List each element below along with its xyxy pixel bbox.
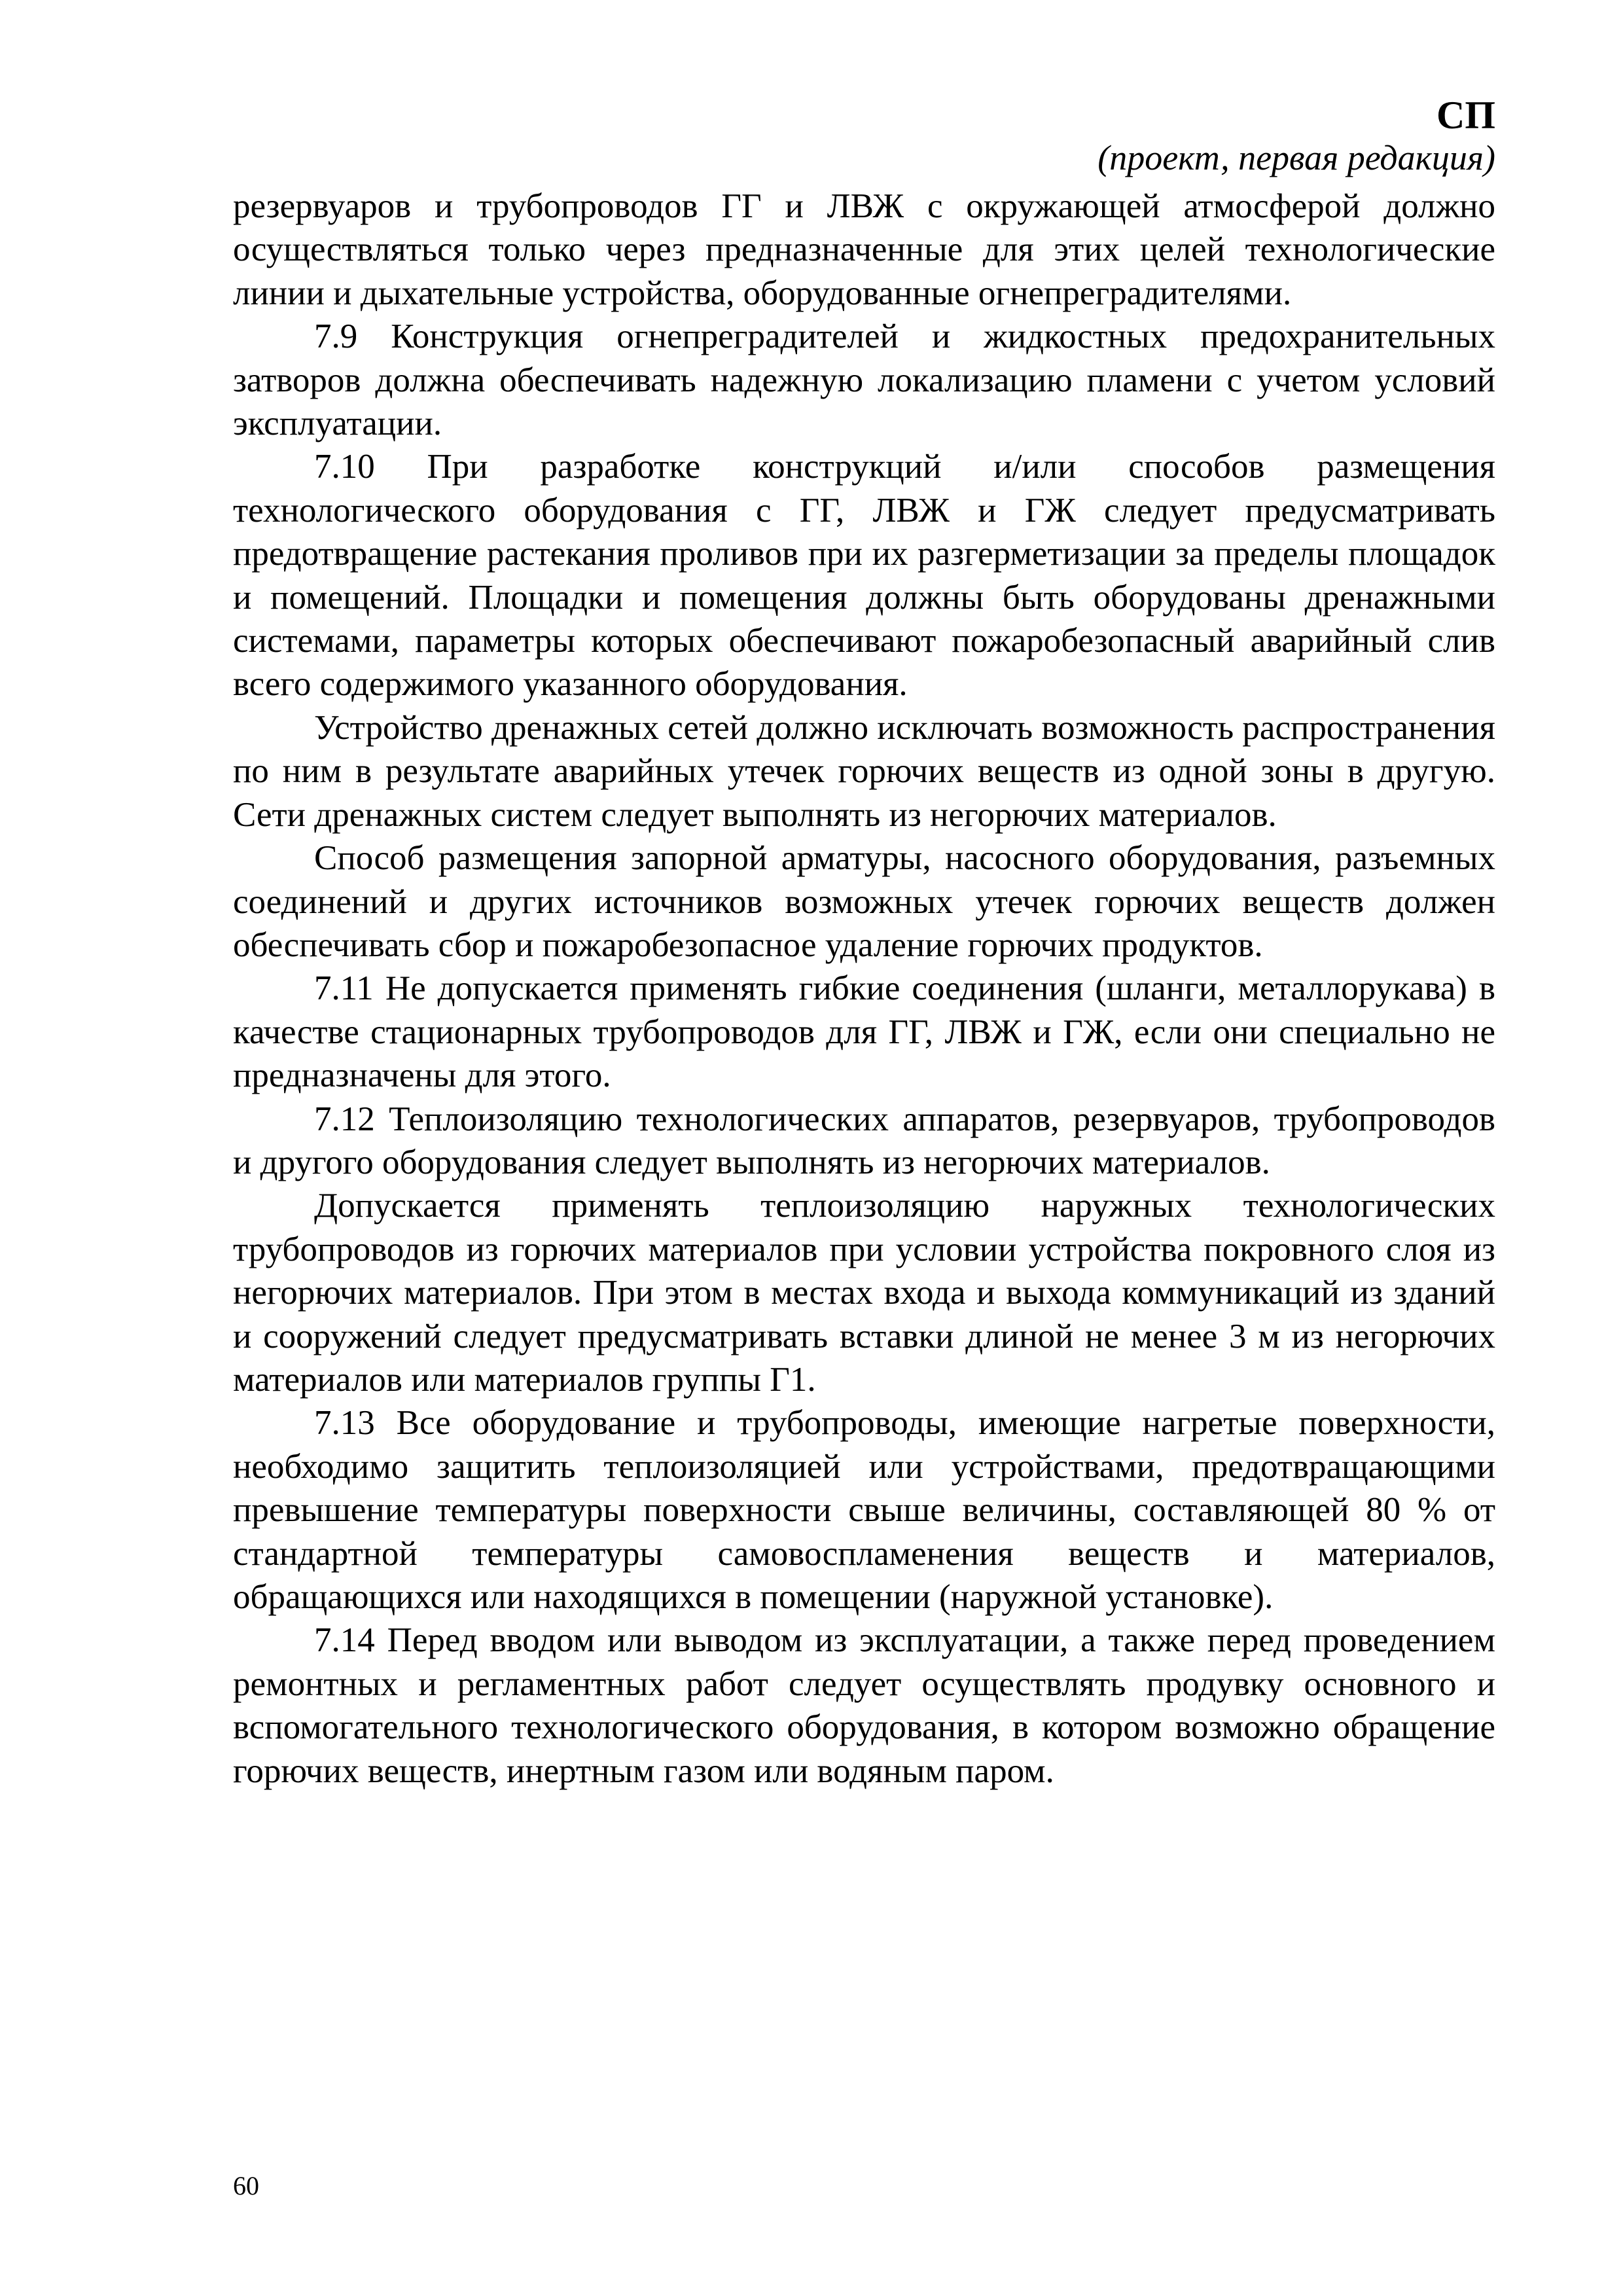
page-number: 60 (233, 2171, 259, 2200)
paragraph-7-11: 7.11 Не допускается применять гибкие соединения (шланги, металлорукава) в качестве стационарных трубопроводов для ГГ, ЛВЖ и ГЖ, если они специально не предназначены для этого. (233, 969, 1495, 1095)
document-edition-note: (проект, первая редакция) (1097, 138, 1495, 177)
paragraph-7-13: 7.13 Все оборудование и трубопроводы, имеющие нагретые поверхности, необходимо защитить теплоизоляцией или устройствами, предотвращающими превышение температуры поверхности свыше величины, составляющей 80 % от стандартной температуры самовоспламенения веществ и материалов, обращающихся или находящихся в помещении (наружной установке). (233, 1404, 1495, 1616)
paragraph-7-9: 7.9 Конструкция огнепреградителей и жидкостных предохранительных затворов должна обеспечивать надежную локализацию пламени с учетом условий эксплуатации. (233, 317, 1495, 443)
paragraph-7-14: 7.14 Перед вводом или выводом из эксплуатации, а также перед проведением ремонтных и регламентных работ следует осуществлять продувку основного и вспомогательного технологического оборудования, в котором возможно обращение горючих веществ, инертным газом или водяным паром. (233, 1621, 1495, 1790)
paragraph-insulation-allowance: Допускается применять теплоизоляцию наружных технологических трубопроводов из горючих материалов при условии устройства покровного слоя из негорючих материалов. При этом в местах входа и выхода коммуникаций из зданий и сооружений следует предусматривать вставки длиной не менее 3 м из негорючих материалов или материалов группы Г1. (233, 1187, 1495, 1399)
paragraph-7-10: 7.10 При разработке конструкций и/или способов размещения технологического оборудования с ГГ, ЛВЖ и ГЖ следует предусматривать предотвращение растекания проливов при их разгерметизации за пределы площадок и помещений. Площадки и помещения должны быть оборудованы дренажными системами, параметры которых обеспечивают пожаробезопасный аварийный слив всего содержимого указанного оборудования. (233, 448, 1495, 704)
paragraph-continuation: резервуаров и трубопроводов ГГ и ЛВЖ с окружающей атмосферой должно осуществляться только через предназначенные для этих целей технологические линии и дыхательные устройства, оборудованные огнепреградителями. (233, 187, 1495, 312)
document-body (233, 185, 1495, 1793)
paragraph-drainage-networks: Устройство дренажных сетей должно исключать возможность распространения по ним в результате аварийных утечек горючих веществ из одной зоны в другую. Сети дренажных систем следует выполнять из негорючих материалов. (233, 708, 1495, 834)
paragraph-valve-placement: Способ размещения запорной арматуры, насосного оборудования, разъемных соединений и других источников возможных утечек горючих веществ должен обеспечивать сбор и пожаробезопасное удаление горючих продуктов. (233, 839, 1495, 964)
paragraph-7-12: 7.12 Теплоизоляцию технологических аппаратов, резервуаров, трубопроводов и другого оборудования следует выполнять из негорючих материалов. (233, 1100, 1495, 1181)
document-code: СП (1436, 94, 1495, 137)
